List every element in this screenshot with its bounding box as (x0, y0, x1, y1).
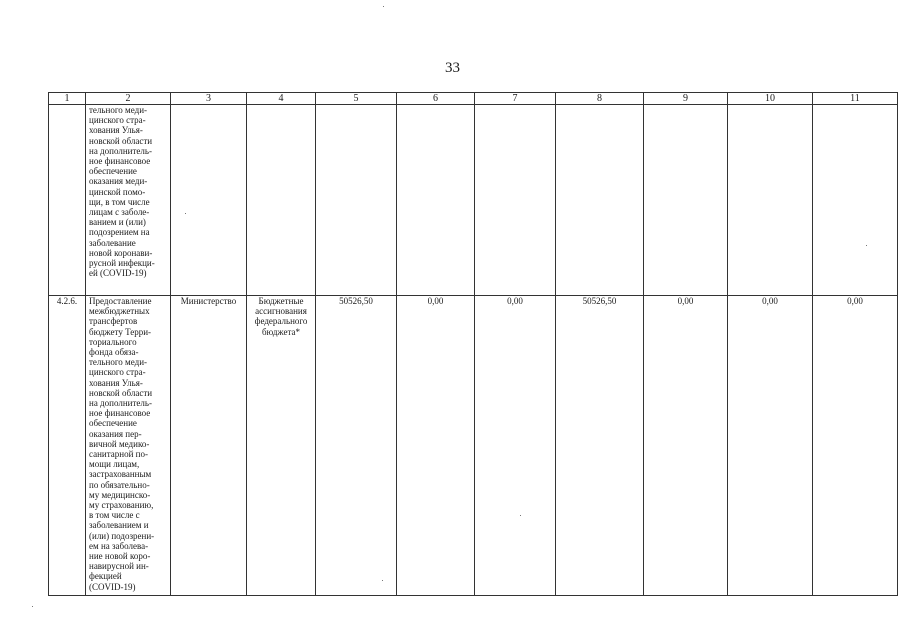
row-value-10 (728, 105, 813, 296)
row-value-8: 50526,50 (556, 296, 644, 596)
column-header-1: 1 (49, 93, 86, 105)
column-header-4: 4 (247, 93, 316, 105)
column-header-9: 9 (644, 93, 728, 105)
row-id (49, 105, 86, 296)
row-id: 4.2.6. (49, 296, 86, 596)
column-header-7: 7 (475, 93, 556, 105)
row-value-8 (556, 105, 644, 296)
scan-speck (185, 213, 186, 214)
row-value-10: 0,00 (728, 296, 813, 596)
row-value-11 (813, 105, 898, 296)
row-executor: Министерство (171, 296, 247, 596)
column-header-3: 3 (171, 93, 247, 105)
row-value-9 (644, 105, 728, 296)
column-header-5: 5 (316, 93, 397, 105)
row-source: Бюджетные ассигнования федерального бюджета* (247, 296, 316, 596)
budget-table (48, 92, 898, 596)
row-description: тельного меди- цинского стра- хования Улья- новской области на дополнитель- ное финансовое обеспечение оказания меди- цинской помо- щи, в том числе лицам с заболе- ванием и (или) подозрением на заболевание новой коронави- русной инфекци- ей (COVID-19) (86, 105, 171, 296)
table-row (49, 296, 898, 596)
column-header-11: 11 (813, 93, 898, 105)
column-header-2: 2 (86, 93, 171, 105)
scan-speck (32, 606, 33, 607)
column-header-8: 8 (556, 93, 644, 105)
row-source (247, 105, 316, 296)
scan-speck (383, 6, 384, 7)
scan-speck (866, 245, 867, 246)
row-value-6 (397, 105, 475, 296)
row-value-5 (316, 105, 397, 296)
row-executor (171, 105, 247, 296)
scan-speck (382, 580, 383, 581)
table-row (49, 105, 898, 296)
row-value-11: 0,00 (813, 296, 898, 596)
header-row (49, 93, 898, 105)
row-value-9: 0,00 (644, 296, 728, 596)
row-value-7: 0,00 (475, 296, 556, 596)
scan-speck (520, 515, 521, 516)
page-number: 33 (445, 60, 460, 76)
row-value-6: 0,00 (397, 296, 475, 596)
row-value-5: 50526,50 (316, 296, 397, 596)
column-header-10: 10 (728, 93, 813, 105)
row-description: Предоставление межбюджетных трансфертов бюджету Терри- ториального фонда обяза- тельного меди- цинского стра- хования Улья- новской области на дополнитель- ное финансовое обеспечение оказания пер- вичной медико- санитарной по- мощи лицам, застрахованным по обязательно- му медицинско- му страхованию, в том числе с заболеванием и (или) подозрени- ем на заболева- ние новой коро- навирусной ин- фекцией (COVID-19) (86, 296, 171, 596)
row-value-7 (475, 105, 556, 296)
column-header-6: 6 (397, 93, 475, 105)
